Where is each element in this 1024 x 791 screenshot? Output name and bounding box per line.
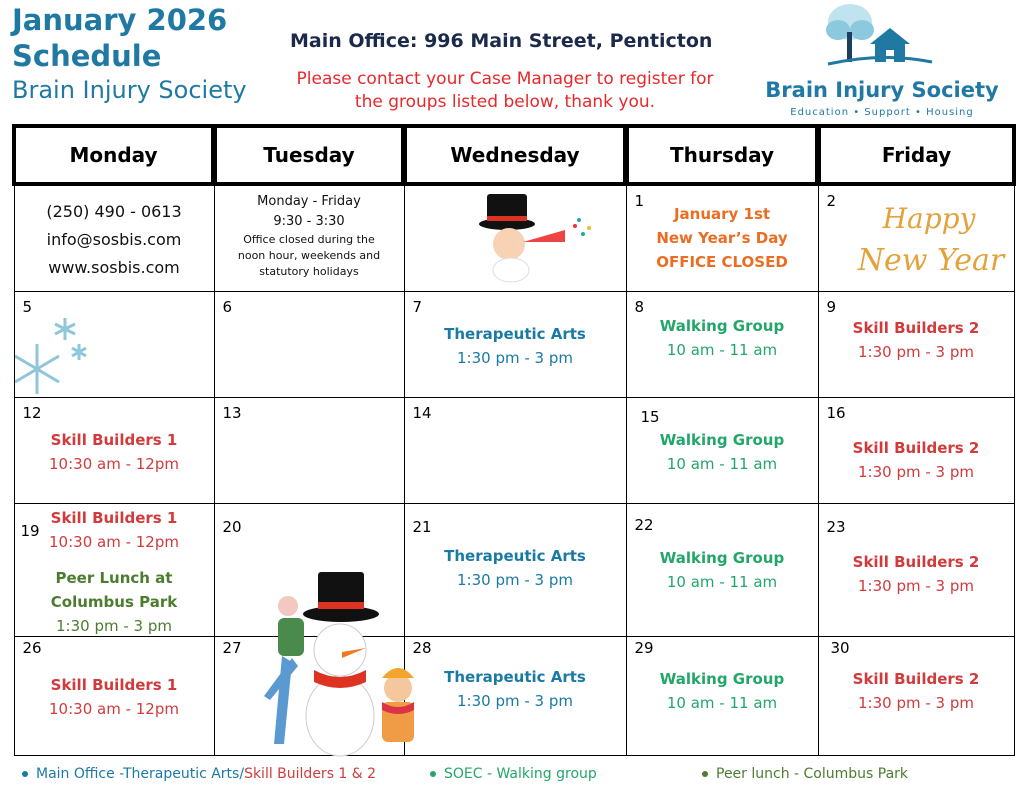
cell-jan-5 [14, 292, 214, 398]
date-12: 12 [22, 404, 42, 422]
hours-note-1: Office closed during the [243, 233, 375, 246]
page-title-block [12, 2, 247, 106]
event-time: 1:30 pm - 3 pm [56, 617, 172, 635]
cell-jan-30 [818, 637, 1014, 756]
baby-new-year-cell [404, 184, 626, 292]
date-15: 15 [640, 408, 660, 426]
page-title-schedule: Schedule [12, 39, 162, 73]
cell-jan-22 [626, 504, 818, 637]
day-tuesday: Tuesday [214, 126, 404, 184]
cell-jan-21 [404, 504, 626, 637]
new-year-script: New Year [857, 243, 1004, 278]
event-time: 10:30 am - 12pm [49, 455, 179, 473]
legend-bullet [702, 771, 708, 777]
hours-note-2: noon hour, weekends and [237, 249, 381, 262]
event-time: 1:30 pm - 3 pm [858, 577, 974, 595]
holiday-cell [626, 184, 818, 292]
snowflake-icon [15, 292, 115, 397]
website: www.sosbis.com [48, 258, 180, 277]
logo-tagline: Education • Support • Housing [790, 107, 974, 118]
event-time: 1:30 pm - 3 pm [457, 571, 573, 589]
peer-lunch-line-1: Peer Lunch at [55, 569, 173, 587]
date-8: 8 [634, 298, 645, 316]
week-row-2 [14, 292, 1014, 398]
date-5: 5 [22, 298, 33, 316]
cell-jan-29 [626, 637, 818, 756]
tree-house-icon [762, 0, 1002, 80]
date-26: 26 [22, 639, 42, 657]
cell-jan-12 [14, 398, 214, 504]
snowman-kids-illustration [258, 566, 428, 766]
event-name: Skill Builders 2 [852, 439, 980, 457]
legend-bullet [430, 771, 436, 777]
event-time: 10 am - 11 am [666, 341, 778, 359]
event-name: Skill Builders 1 [50, 431, 178, 449]
event-name: Walking Group [659, 317, 785, 335]
week-row-5 [14, 637, 1014, 756]
page-title: January 2026 [12, 3, 228, 37]
event-time: 10 am - 11 am [666, 573, 778, 591]
holiday-line-2: New Year’s Day [656, 229, 788, 247]
date-16: 16 [826, 404, 846, 422]
hours-time: 9:30 - 3:30 [273, 214, 345, 229]
holiday-line-1: January 1st [673, 205, 771, 223]
peer-lunch-line-2: Columbus Park [50, 593, 178, 611]
date-22: 22 [634, 516, 654, 534]
contact-cell [14, 184, 214, 292]
legend-therapeutic: Main Office -Therapeutic Arts/ [36, 766, 245, 782]
holiday-line-3: OFFICE CLOSED [656, 253, 788, 271]
event-time: 1:30 pm - 3 pm [457, 349, 573, 367]
cell-jan-23 [818, 504, 1014, 637]
day-monday: Monday [14, 126, 214, 184]
date-19: 19 [20, 522, 40, 540]
date-29: 29 [634, 639, 654, 657]
hours-days: Monday - Friday [257, 194, 361, 209]
legend-peer: Peer lunch - Columbus Park [716, 766, 909, 782]
event-name: Skill Builders 2 [852, 319, 980, 337]
day-friday: Friday [818, 126, 1014, 184]
day-wednesday: Wednesday [404, 126, 626, 184]
brand-logo [762, 0, 1002, 120]
event-name: Skill Builders 2 [852, 670, 980, 688]
date-1: 1 [634, 192, 645, 210]
event-name: Skill Builders 1 [50, 676, 178, 694]
event-name: Therapeutic Arts [444, 547, 586, 565]
event-name: Skill Builders 1 [50, 509, 178, 527]
cell-jan-15 [626, 398, 818, 504]
date-14: 14 [412, 404, 432, 422]
event-name: Walking Group [659, 670, 785, 688]
date-7: 7 [412, 298, 423, 316]
event-time: 10:30 am - 12pm [49, 700, 179, 718]
cell-jan-16 [818, 398, 1014, 504]
day-thursday: Thursday [626, 126, 818, 184]
hours-note-3: statutory holidays [259, 265, 359, 278]
cell-jan-28 [404, 637, 626, 756]
cell-jan-7 [404, 292, 626, 398]
date-2: 2 [826, 192, 837, 210]
event-time: 1:30 pm - 3 pm [858, 343, 974, 361]
legend-main-office [22, 766, 376, 782]
cell-jan-9 [818, 292, 1014, 398]
week-row-4 [14, 504, 1014, 637]
date-27: 27 [222, 639, 242, 657]
cell-jan-19 [14, 504, 214, 637]
phone-number: (250) 490 - 0613 [46, 202, 182, 221]
cell-jan-14 [404, 398, 626, 504]
week-row-3 [14, 398, 1014, 504]
event-name: Walking Group [659, 431, 785, 449]
date-28: 28 [412, 639, 432, 657]
date-6: 6 [222, 298, 233, 316]
cell-jan-13 [214, 398, 404, 504]
register-notice [270, 68, 740, 114]
email-address: info@sosbis.com [46, 230, 182, 249]
cell-jan-26 [14, 637, 214, 756]
happy-script: Happy [882, 202, 975, 235]
event-name: Skill Builders 2 [852, 553, 980, 571]
event-time: 10 am - 11 am [666, 455, 778, 473]
notice-line-1: Please contact your Case Manager to register for [296, 69, 714, 89]
hours-cell [214, 184, 404, 292]
event-time: 10:30 am - 12pm [49, 533, 179, 551]
event-name: Therapeutic Arts [444, 325, 586, 343]
date-13: 13 [222, 404, 242, 422]
legend-soec [430, 766, 597, 782]
cell-jan-2 [818, 184, 1014, 292]
event-time: 1:30 pm - 3 pm [858, 463, 974, 481]
event-time: 10 am - 11 am [666, 694, 778, 712]
legend-bullet [22, 771, 28, 777]
event-time: 1:30 pm - 3 pm [457, 692, 573, 710]
date-9: 9 [826, 298, 837, 316]
happy-new-year-lettering [819, 186, 1015, 291]
weekday-header [14, 126, 1014, 184]
baby-new-year-illustration [405, 186, 627, 291]
date-21: 21 [412, 518, 432, 536]
event-time: 1:30 pm - 3 pm [858, 694, 974, 712]
date-30: 30 [830, 639, 850, 657]
week-row-1 [14, 184, 1014, 292]
legend-skill-builders: Skill Builders 1 & 2 [244, 766, 377, 782]
cell-jan-8 [626, 292, 818, 398]
event-name: Therapeutic Arts [444, 668, 586, 686]
office-address: Main Office: 996 Main Street, Penticton [290, 30, 713, 52]
calendar-grid [12, 124, 1016, 756]
logo-name: Brain Injury Society [765, 78, 999, 102]
date-23: 23 [826, 518, 846, 536]
org-subtitle: Brain Injury Society [12, 76, 247, 104]
notice-line-2: the groups listed below, thank you. [354, 92, 656, 112]
cell-jan-6 [214, 292, 404, 398]
date-20: 20 [222, 518, 242, 536]
legend-peer-lunch [702, 766, 908, 782]
event-name: Walking Group [659, 549, 785, 567]
legend-walking: SOEC - Walking group [444, 766, 597, 782]
